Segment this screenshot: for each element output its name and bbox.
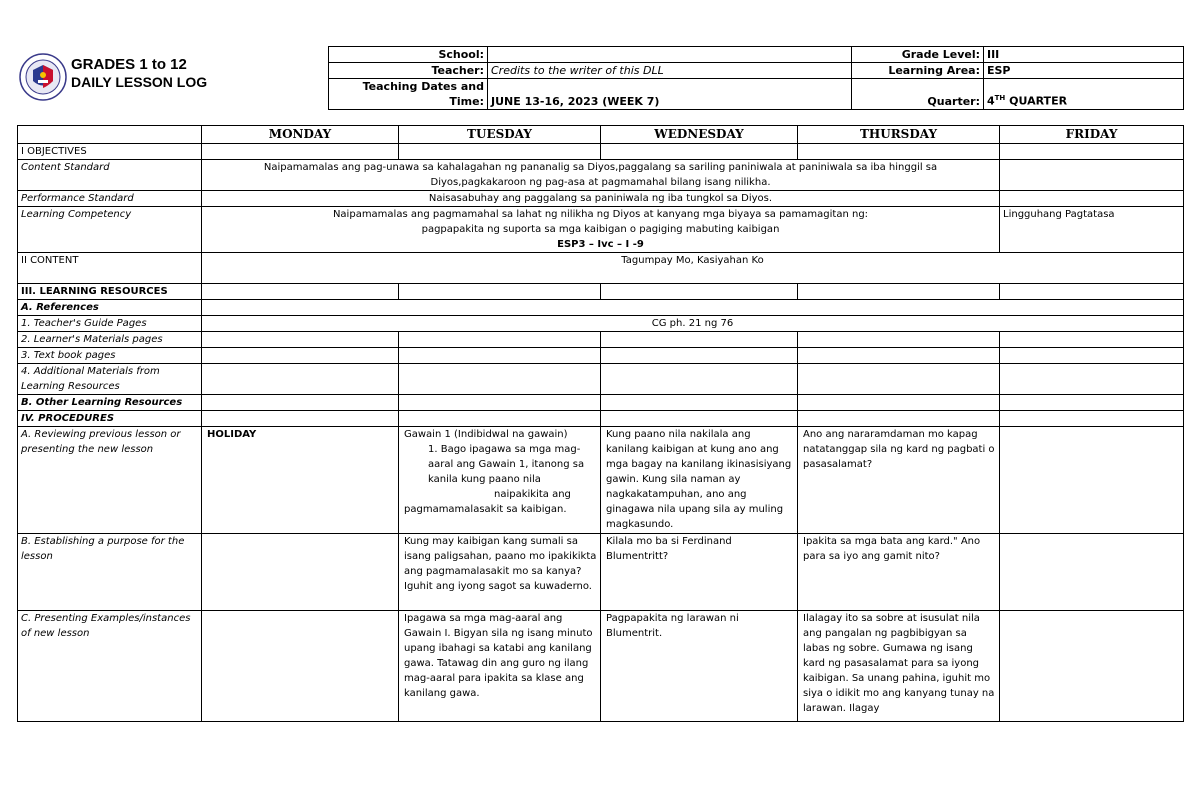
purpose-label: B. Establishing a purpose for the lesson (18, 534, 202, 611)
day-header-friday: FRIDAY (1000, 126, 1184, 144)
header-info-table (328, 46, 1184, 110)
additional-materials-row (18, 364, 1184, 395)
textbook-row (18, 348, 1184, 364)
purpose-tuesday: Kung may kaibigan kang sumali sa isang paligsahan, paano mo ipakikikta ang pagmamalasakit mo sa kanya? Iguhit ang iyong sagot sa kuwaderno. (399, 534, 601, 611)
teacher-value: Credits to the writer of this DLL (488, 63, 852, 79)
resources-label: III. LEARNING RESOURCES (18, 284, 202, 300)
teachers-guide-label: 1. Teacher's Guide Pages (18, 316, 202, 332)
learning-competency-row (18, 207, 1184, 253)
teachers-guide-text: CG ph. 21 ng 76 (202, 316, 1184, 332)
lesson-log-table (17, 125, 1184, 722)
objectives-row (18, 144, 1184, 160)
presenting-row (18, 611, 1184, 722)
presenting-thursday: Ilalagay ito sa sobre at isusulat nila ang pangalan ng pagbibigyan sa labas ng sobre. Gumawa ng isang kard ng pasasalamat para sa iyong kaibigan. Sa unang pahina, iguhit mo siya o idikit mo ang kanyang tunay na larawan. Ilagay (798, 611, 1000, 722)
content-standard-row (18, 160, 1184, 191)
review-monday: HOLIDAY (202, 427, 399, 534)
day-header-thursday: THURSDAY (798, 126, 1000, 144)
learning-area-value: ESP (984, 63, 1184, 79)
review-tuesday-end: pagmamamalasakit sa kaibigan. (404, 504, 567, 515)
textbook-label: 3. Text book pages (18, 348, 202, 364)
purpose-row (18, 534, 1184, 611)
performance-standard-text: Naisasabuhay ang paggalang sa paniniwala ng iba tungkol sa Diyos. (202, 191, 1000, 207)
content-text: Tagumpay Mo, Kasiyahan Ko (202, 253, 1184, 284)
review-thursday: Ano ang nararamdaman mo kapag natatanggap sila ng kard ng pagbati o pasasalamat? (798, 427, 1000, 534)
review-tuesday-item: 1. Bago ipagawa sa mga mag-aaral ang Gawain 1, itanong sa kanila kung paano nila (428, 444, 585, 485)
presenting-tuesday: Ipagawa sa mga mag-aaral ang Gawain I. Bigyan sila ng isang minuto upang ibahagi sa katabi ang kanilang gawa. Tatawag din ang guro ng ilang mag-aaral para ipakita sa klase ang kanilang gawa. (399, 611, 601, 722)
quarter-text: QUARTER (1005, 95, 1068, 108)
content-label: II CONTENT (18, 253, 202, 284)
other-resources-row (18, 395, 1184, 411)
competency-friday: Lingguhang Pagtatasa (1000, 207, 1184, 253)
review-label: A. Reviewing previous lesson or presenting the new lesson (18, 427, 202, 534)
quarter-suffix: TH (994, 94, 1006, 103)
content-standard-label: Content Standard (18, 160, 202, 191)
teaching-dates-label-line2: Time: (449, 95, 484, 108)
corner-cell (18, 126, 202, 144)
quarter-label: Quarter: (852, 79, 984, 110)
teaching-dates-label (329, 79, 488, 110)
quarter-value (984, 79, 1184, 110)
learning-competency-text (202, 207, 1000, 253)
objectives-label: I OBJECTIVES (18, 144, 202, 160)
teaching-dates-label-line1: Teaching Dates and (362, 80, 484, 93)
review-tuesday (399, 427, 601, 534)
additional-materials-label: 4. Additional Materials from Learning Resources (18, 364, 202, 395)
content-row (18, 253, 1184, 284)
resources-row (18, 284, 1184, 300)
day-header-wednesday: WEDNESDAY (601, 126, 798, 144)
learners-materials-row (18, 332, 1184, 348)
presenting-wednesday: Pagpapakita ng larawan ni Blumentrit. (601, 611, 798, 722)
presenting-label: C. Presenting Examples/instances of new lesson (18, 611, 202, 722)
day-header-row (18, 126, 1184, 144)
form-title-line1: GRADES 1 to 12 (71, 56, 187, 73)
learning-area-label: Learning Area: (852, 63, 984, 79)
competency-code: ESP3 – Ivc – I -9 (557, 239, 644, 250)
teachers-guide-row (18, 316, 1184, 332)
competency-line1: Naipamamalas ang pagmamahal sa lahat ng nilikha ng Diyos at kanyang mga biyaya sa pamamagitan ng: (332, 209, 869, 220)
learning-competency-label: Learning Competency (18, 207, 202, 253)
day-header-tuesday: TUESDAY (399, 126, 601, 144)
purpose-wednesday: Kilala mo ba si Ferdinand Blumentritt? (601, 534, 798, 611)
grade-level-value: III (984, 47, 1184, 63)
competency-line2: pagpapakita ng suporta sa mga kaibigan o pagiging mabuting kaibigan (421, 224, 780, 235)
procedures-label: IV. PROCEDURES (18, 411, 202, 427)
form-title-line2: DAILY LESSON LOG (71, 74, 208, 90)
grade-level-label: Grade Level: (852, 47, 984, 63)
deped-seal-icon (19, 48, 67, 106)
review-tuesday-indent: naipakikita ang (494, 489, 571, 500)
performance-standard-row (18, 191, 1184, 207)
day-header-monday: MONDAY (202, 126, 399, 144)
review-wednesday: Kung paano nila nakilala ang kanilang kaibigan at kung ano ang mga bagay na kanilang ikinasisiyang gawin. Kung sila naman ay nagkakatampuhan, ano ang ginagawa nila upang sila ay muling magkasundo. (601, 427, 798, 534)
teacher-label: Teacher: (329, 63, 488, 79)
school-value (488, 47, 852, 63)
quarter-number: 4 (987, 95, 995, 108)
review-row (18, 427, 1184, 534)
school-label: School: (329, 47, 488, 63)
review-tuesday-title: Gawain 1 (Indibidwal na gawain) (404, 429, 568, 440)
performance-standard-label: Performance Standard (18, 191, 202, 207)
header-block (17, 46, 328, 110)
other-resources-label: B. Other Learning Resources (18, 395, 202, 411)
references-label: A. References (18, 300, 202, 316)
references-row (18, 300, 1184, 316)
teaching-dates-value: JUNE 13-16, 2023 (WEEK 7) (488, 79, 852, 110)
learners-materials-label: 2. Learner's Materials pages (18, 332, 202, 348)
procedures-row (18, 411, 1184, 427)
purpose-thursday: Ipakita sa mga bata ang kard." Ano para sa iyo ang gamit nito? (798, 534, 1000, 611)
content-standard-text: Naipamamalas ang pag-unawa sa kahalagahan ng pananalig sa Diyos,paggalang sa sariling paniniwala at paniniwala sa iba hinggil sa Diyos,pagkakaroon ng pag-asa at pagmamahal bilang isang nilikha. (202, 160, 1000, 191)
